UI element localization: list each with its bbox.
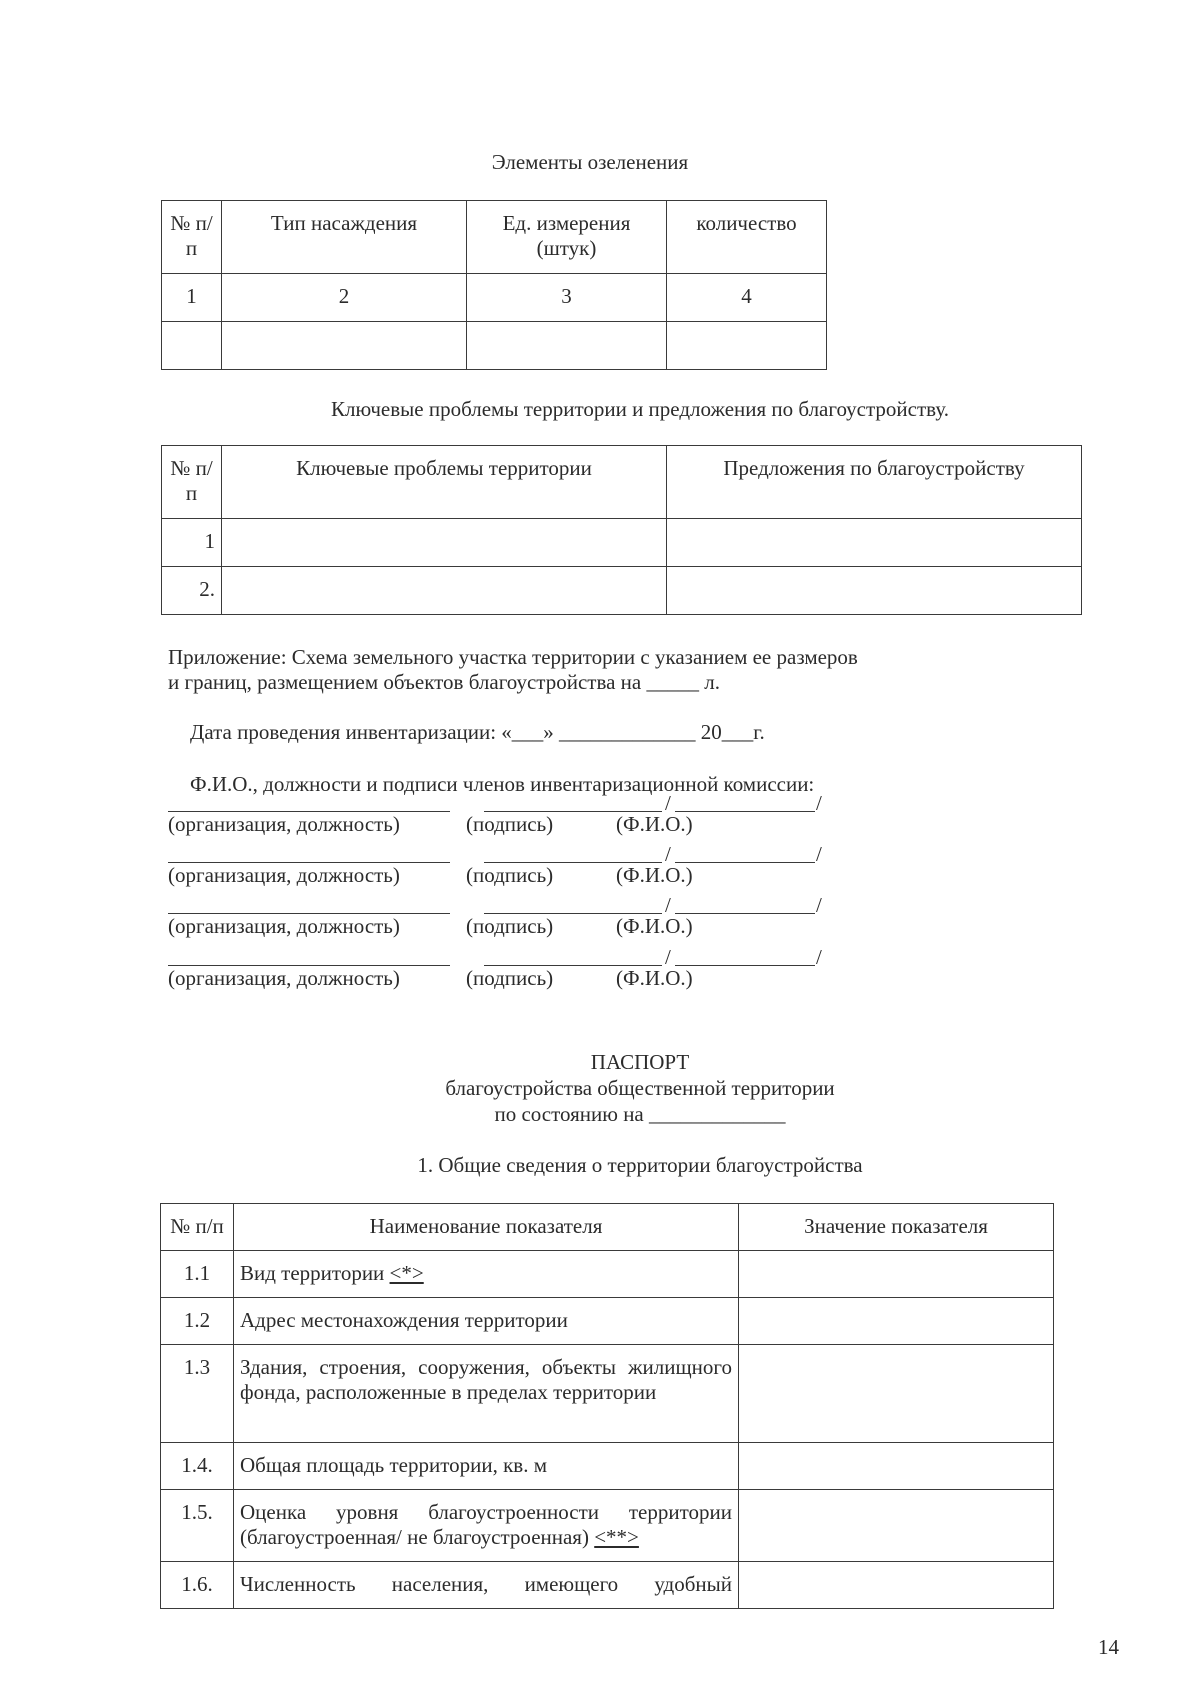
empty-cell [667,322,827,370]
value-cell [739,1298,1054,1345]
signature-label: (подпись) [466,812,554,836]
row-number: 1 [162,519,222,567]
separator-slash: / [816,945,822,969]
table-row [161,1443,1054,1490]
fio-line [675,811,815,812]
separator-slash: / [665,893,671,917]
row-number: 1.6. [161,1562,234,1609]
row-number: 1.1 [161,1251,234,1298]
passport-table [160,1203,1054,1609]
table-row [162,567,1082,615]
table-row [162,274,827,322]
table-row [161,1562,1054,1609]
greenery-table [161,200,827,370]
header-cell: Предложения по благоустройству [667,446,1082,519]
value-cell [739,1562,1054,1609]
org-label: (организация, должность) [168,914,400,938]
empty-cell [467,322,667,370]
indicator-label: Численность населения, имеющего удобный [240,1572,732,1596]
passport-as-of: по состоянию на _____________ [494,1102,786,1126]
header-cell: № п/п [162,201,222,274]
fio-line [675,862,815,863]
empty-cell [667,567,1082,615]
indicator-name [234,1490,739,1562]
table-row [162,322,827,370]
row-number: 1.4. [161,1443,234,1490]
value-cell [739,1345,1054,1443]
table-header-row [161,1204,1054,1251]
fio-label: (Ф.И.О.) [616,812,693,836]
fio-label: (Ф.И.О.) [616,966,693,990]
separator-slash: / [665,842,671,866]
signature-label: (подпись) [466,863,554,887]
appendix-line-2: и границ, размещением объектов благоустройства на _____ л. [168,670,720,694]
indicator-label: Вид территории [240,1261,385,1285]
row-number: 1.5. [161,1490,234,1562]
value-cell [739,1443,1054,1490]
column-number: 4 [667,274,827,322]
row-number: 2. [162,567,222,615]
signature-label: (подпись) [466,914,554,938]
empty-cell [667,519,1082,567]
greenery-title: Элементы озеленения [491,150,689,174]
column-number: 2 [222,274,467,322]
org-label: (организация, должность) [168,812,400,836]
fio-line [675,913,815,914]
separator-slash: / [816,791,822,815]
table-header-row [162,201,827,274]
page-number: 14 [1098,1635,1119,1659]
empty-cell [222,567,667,615]
empty-cell [222,519,667,567]
value-cell [739,1490,1054,1562]
indicator-name: Здания, строения, сооружения, объекты жилищного фонда, расположенные в пределах территории [234,1345,739,1443]
footnote-link[interactable]: <**> [594,1525,639,1549]
row-number: 1.2 [161,1298,234,1345]
org-label: (организация, должность) [168,966,400,990]
section-title: 1. Общие сведения о территории благоустройства [417,1153,863,1177]
empty-cell [222,322,467,370]
indicator-name: Адрес местонахождения территории [234,1298,739,1345]
indicator-name: Общая площадь территории, кв. м [234,1443,739,1490]
indicator-name [234,1562,739,1609]
header-cell: количество [667,201,827,274]
table-row [161,1251,1054,1298]
problems-table [161,445,1082,615]
passport-subtitle: благоустройства общественной территории [445,1076,835,1100]
header-cell: № п/п [161,1204,234,1251]
column-number: 3 [467,274,667,322]
column-number: 1 [162,274,222,322]
header-cell: № п/п [162,446,222,519]
fio-line [675,965,815,966]
separator-slash: / [816,893,822,917]
footnote-link[interactable]: <*> [389,1261,424,1285]
appendix-line-1: Приложение: Схема земельного участка территории с указанием ее размеров [168,645,858,669]
commission-heading: Ф.И.О., должности и подписи членов инвентаризационной комиссии: [190,772,815,796]
header-cell: Ед. измерения (штук) [467,201,667,274]
separator-slash: / [816,842,822,866]
table-row [162,519,1082,567]
fio-label: (Ф.И.О.) [616,914,693,938]
header-cell: Ключевые проблемы территории [222,446,667,519]
separator-slash: / [665,945,671,969]
header-cell: Тип насаждения [222,201,467,274]
table-row [161,1490,1054,1562]
separator-slash: / [665,791,671,815]
table-row [161,1298,1054,1345]
header-cell: Значение показателя [739,1204,1054,1251]
row-number: 1.3 [161,1345,234,1443]
empty-cell [162,322,222,370]
value-cell [739,1251,1054,1298]
fio-label: (Ф.И.О.) [616,863,693,887]
org-label: (организация, должность) [168,863,400,887]
header-cell: Наименование показателя [234,1204,739,1251]
passport-title: ПАСПОРТ [590,1050,690,1074]
table-header-row [162,446,1082,519]
indicator-label: Оценка уровня благоустроенности территории (благоустроенная/ не благоустроенная) [240,1500,732,1549]
inventory-date: Дата проведения инвентаризации: «___» _____________ 20___г. [190,720,765,744]
table-row [161,1345,1054,1443]
problems-title: Ключевые проблемы территории и предложения по благоустройству. [331,397,949,421]
indicator-name [234,1251,739,1298]
signature-label: (подпись) [466,966,554,990]
